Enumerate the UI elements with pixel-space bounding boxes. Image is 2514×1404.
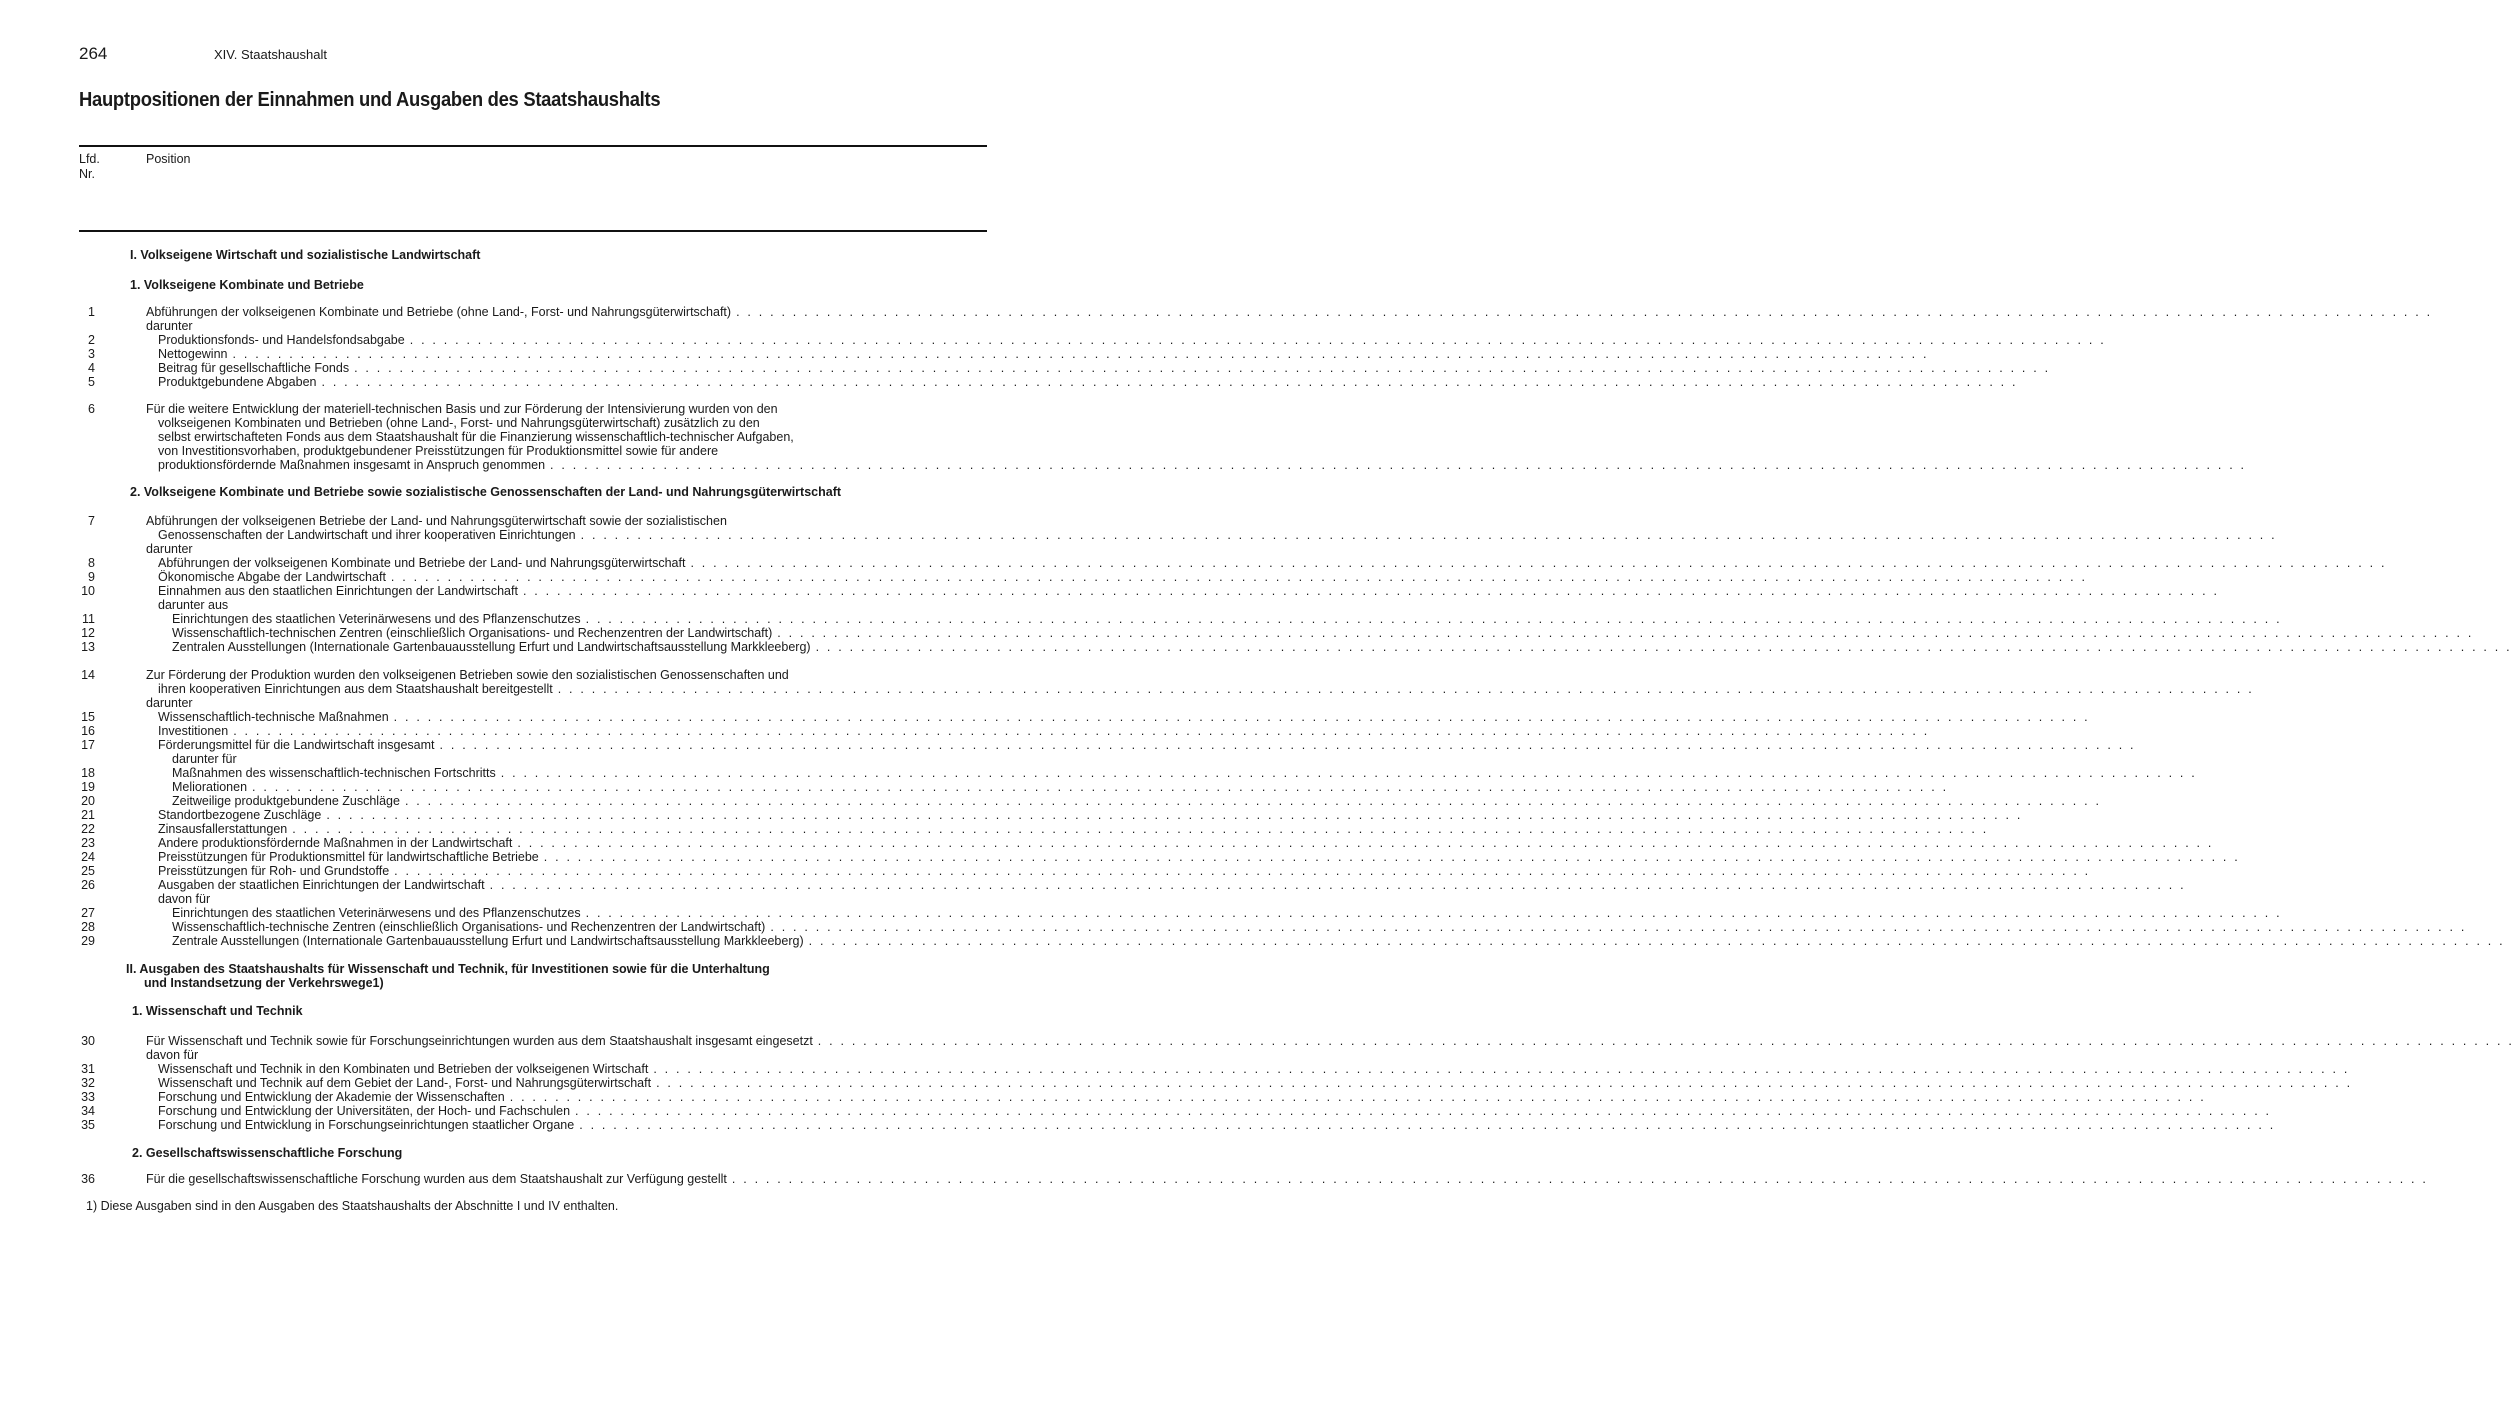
page-title: Hauptpositionen der Einnahmen und Ausgaben des Staatshaushalts	[79, 89, 661, 111]
position-label: 2. Volkseigene Kombinate und Betriebe sowie sozialistische Genossenschaften der Land- und Nahrungsgüterwirtschaft	[130, 485, 842, 499]
row-number: 36	[81, 1172, 95, 1186]
leader-dots: . . . . . . . . . . . . . . . . . . . . . . . . . . . . . . . . . . . . . . . . . . . . . . . . . . . . . . . . . . . . . . . . . . . . . . . . . . . . . . . . . . . . . . . . . . . . . . . . . . . . . . . . . . . . . . . . . . . . . . . . . . . . . . . . . . . . . . . . . . . . . . . . . . . . . .	[232, 347, 1929, 361]
table-row	[0, 584, 2220, 598]
position-text	[146, 696, 193, 710]
position-text	[172, 766, 2197, 780]
leader-dots: . . . . . . . . . . . . . . . . . . . . . . . . . . . . . . . . . . . . . . . . . . . . . . . . . . . . . . . . . . . . . . . . . . . . . . . . . . . . . . . . . . . . . . . . . . . . . . . . . . . . . . . . . . . . . . . . . . . . . . . . . . . . . . . . . . . . . . . . . . . . . . . . . . . . . .	[580, 528, 2277, 542]
position-label: Forschung und Entwicklung der Universitäten, der Hoch- und Fachschulen	[158, 1104, 571, 1118]
row-number: 31	[81, 1062, 95, 1076]
row-number: 22	[81, 822, 95, 836]
table-row	[0, 710, 2090, 724]
position-label: Wissenschaftlich-technische Zentren (einschließlich Organisations- und Rechenzentren der Landwirtschaft)	[172, 920, 766, 934]
position-label: Andere produktionsfördernde Maßnahmen in der Landwirtschaft	[158, 836, 513, 850]
leader-dots: . . . . . . . . . . . . . . . . . . . . . . . . . . . . . . . . . . . . . . . . . . . . . . . . . . . . . . . . . . . . . . . . . . . . . . . . . . . . . . . . . . . . . . . . . . . . . . . . . . . . . . . . . . . . . . . . . . . . . . . . . . . . . . . . . . . . . . . . . . . . . . . . . . . . . .	[543, 850, 2240, 864]
position-label: davon für	[158, 892, 211, 906]
position-label: Förderungsmittel für die Landwirtschaft insgesamt	[158, 738, 435, 752]
table-row	[0, 248, 1024, 262]
table-row	[0, 808, 2023, 822]
position-text	[172, 640, 2512, 654]
position-label: von Investitionsvorhaben, produktgebundener Preisstützungen für Produktionsmittel sowie für andere	[158, 444, 719, 458]
position-label: Einnahmen aus den staatlichen Einrichtungen der Landwirtschaft	[158, 584, 518, 598]
row-number: 28	[81, 920, 95, 934]
position-label: Produktionsfonds- und Handelsfondsabgabe	[158, 333, 405, 347]
table-row	[0, 836, 2214, 850]
position-text	[158, 416, 760, 430]
row-number: 29	[81, 934, 95, 948]
leader-dots: . . . . . . . . . . . . . . . . . . . . . . . . . . . . . . . . . . . . . . . . . . . . . . . . . . . . . . . . . . . . . . . . . . . . . . . . . . . . . . . . . . . . . . . . . . . . . . . . . . . . . . . . . . . . . . . . . . . . . . . . . . . . . . . . . . . . . . . . . . . . . . . . . . . . . .	[557, 682, 2254, 696]
position-label: darunter	[146, 696, 193, 710]
leader-dots: . . . . . . . . . . . . . . . . . . . . . . . . . . . . . . . . . . . . . . . . . . . . . . . . . . . . . . . . . . . . . . . . . . . . . . . . . . . . . . . . . . . . . . . . . . . . . . . . . . . . . . . . . . . . . . . . . . . . . . . . . . . . . . . . . . . . . . . . . . . . . . . . . . . . . .	[404, 794, 2102, 808]
leader-dots: . . . . . . . . . . . . . . . . . . . . . . . . . . . . . . . . . . . . . . . . . . . . . . . . . . . . . . . . . . . . . . . . . . . . . . . . . . . . . . . . . . . . . . . . . . . . . . . . . . . . . . . . . . . . . . . . . . . . . . . . . . . . . . . . . . . . . . . . . . . . . . . . . . . . . .	[500, 766, 2197, 780]
position-text	[172, 920, 2467, 934]
table-row	[0, 920, 2467, 934]
table-row	[0, 430, 1024, 444]
leader-dots: . . . . . . . . . . . . . . . . . . . . . . . . . . . . . . . . . . . . . . . . . . . . . . . . . . . . . . . . . . . . . . . . . . . . . . . . . . . . . . . . . . . . . . . . . . . . . . . . . . . . . . . . . . . . . . . . . . . . . . . . . . . . . . . . . . . . . . . . . . . . . . . . . . . . . .	[731, 1172, 2429, 1186]
row-number: 23	[81, 836, 95, 850]
row-number: 4	[88, 361, 95, 375]
section-heading	[130, 278, 364, 292]
header-lfd	[79, 152, 100, 182]
row-number: 3	[88, 347, 95, 361]
position-label: Meliorationen	[172, 780, 248, 794]
leader-dots: . . . . . . . . . . . . . . . . . . . . . . . . . . . . . . . . . . . . . . . . . . . . . . . . . . . . . . . . . . . . . . . . . . . . . . . . . . . . . . . . . . . . . . . . . . . . . . . . . . . . . . . . . . . . . . . . . . . . . . . . . . . . . . . . . . . . . . . . . . . . . . . . . . . . . .	[326, 808, 2023, 822]
row-number: 27	[81, 906, 95, 920]
table-row	[0, 976, 1024, 990]
position-label: Zeitweilige produktgebundene Zuschläge	[172, 794, 400, 808]
table-row	[0, 1034, 2514, 1048]
position-text	[158, 430, 794, 444]
position-text	[158, 892, 210, 906]
position-label: Maßnahmen des wissenschaftlich-technischen Fortschritts	[172, 766, 496, 780]
position-label: 1. Wissenschaft und Technik	[132, 1004, 303, 1018]
position-text	[158, 836, 2214, 850]
table-row	[0, 305, 2433, 319]
section-heading	[130, 248, 480, 262]
row-number: 26	[81, 878, 95, 892]
table-row	[0, 1172, 2429, 1186]
leader-dots: . . . . . . . . . . . . . . . . . . . . . . . . . . . . . . . . . . . . . . . . . . . . . . . . . . . . . . . . . . . . . . . . . . . . . . . . . . . . . . . . . . . . . . . . . . . . . . . . . . . . . . . . . . . . . . . . . . . . . . . . . . . . . . . . . . . . . . . . . . . . . . . . . . . . . .	[770, 920, 2467, 934]
position-label: Genossenschaften der Landwirtschaft und ihrer kooperativen Einrichtungen	[158, 528, 576, 542]
position-label: darunter für	[172, 752, 237, 766]
position-label: Für die weitere Entwicklung der materiell-technischen Basis und zur Förderung der Intensivierung wurden von den	[146, 402, 778, 416]
table-row	[0, 1090, 2206, 1104]
row-number: 8	[88, 556, 95, 570]
position-text	[158, 1062, 2350, 1076]
leader-dots: . . . . . . . . . . . . . . . . . . . . . . . . . . . . . . . . . . . . . . . . . . . . . . . . . . . . . . . . . . . . . . . . . . . . . . . . . . . . . . . . . . . . . . . . . . . . . . . . . . . . . . . . . . . . . . . . . . . . . . . . . . . . . . . . . . . . . . . . . . . . . . . . . . . . . .	[390, 570, 2088, 584]
leader-dots: . . . . . . . . . . . . . . . . . . . . . . . . . . . . . . . . . . . . . . . . . . . . . . . . . . . . . . . . . . . . . . . . . . . . . . . . . . . . . . . . . . . . . . . . . . . . . . . . . . . . . . . . . . . . . . . . . . . . . . . . . . . . . . . . . . . . . . . . . . . . . . . . . . . . . .	[815, 640, 2512, 654]
leader-dots: . . . . . . . . . . . . . . . . . . . . . . . . . . . . . . . . . . . . . . . . . . . . . . . . . . . . . . . . . . . . . . . . . . . . . . . . . . . . . . . . . . . . . . . . . . . . . . . . . . . . . . . . . . . . . . . . . . . . . . . . . . . . . . . . . . . . . . . . . . . . . . . . . . . . . .	[585, 612, 2282, 626]
position-text	[146, 514, 727, 528]
table-row	[0, 598, 1024, 612]
position-text	[158, 682, 2254, 696]
position-text	[146, 319, 193, 333]
row-number: 20	[81, 794, 95, 808]
table-row	[0, 612, 2282, 626]
leader-dots: . . . . . . . . . . . . . . . . . . . . . . . . . . . . . . . . . . . . . . . . . . . . . . . . . . . . . . . . . . . . . . . . . . . . . . . . . . . . . . . . . . . . . . . . . . . . . . . . . . . . . . . . . . . . . . . . . . . . . . . . . . . . . . . . . . . . . . . . . . . . . . . . . . . . . .	[509, 1090, 2206, 1104]
row-number: 12	[81, 626, 95, 640]
table-row	[0, 766, 2197, 780]
table-row	[0, 626, 2474, 640]
position-text	[158, 347, 1929, 361]
leader-dots: . . . . . . . . . . . . . . . . . . . . . . . . . . . . . . . . . . . . . . . . . . . . . . . . . . . . . . . . . . . . . . . . . . . . . . . . . . . . . . . . . . . . . . . . . . . . . . . . . . . . . . . . . . . . . . . . . . . . . . . . . . . . . . . . . . . . . . . . . . . . . . . . . . . . . .	[777, 626, 2474, 640]
table-row	[0, 696, 1024, 710]
section-heading	[132, 1004, 303, 1018]
row-number: 30	[81, 1034, 95, 1048]
position-text	[172, 906, 2282, 920]
running-head: XIV. Staatshaushalt	[214, 47, 327, 62]
row-number: 19	[81, 780, 95, 794]
row-number: 25	[81, 864, 95, 878]
position-text	[158, 458, 2247, 472]
position-text	[146, 1048, 198, 1062]
row-number: 6	[88, 402, 95, 416]
leader-dots: . . . . . . . . . . . . . . . . . . . . . . . . . . . . . . . . . . . . . . . . . . . . . . . . . . . . . . . . . . . . . . . . . . . . . . . . . . . . . . . . . . . . . . . . . . . . . . . . . . . . . . . . . . . . . . . . . . . . . . . . . . . . . . . . . . . . . . . . . . . . . . . . . . . . . .	[690, 556, 2387, 570]
position-text	[172, 780, 1949, 794]
position-text	[172, 794, 2102, 808]
table-row	[0, 1146, 1024, 1160]
leader-dots: . . . . . . . . . . . . . . . . . . . . . . . . . . . . . . . . . . . . . . . . . . . . . . . . . . . . . . . . . . . . . . . . . . . . . . . . . . . . . . . . . . . . . . . . . . . . . . . . . . . . . . . . . . . . . . . . . . . . . . . . . . . . . . . . . . . . . . . . . . . . . . . . . . . . . .	[394, 864, 2091, 878]
row-number: 35	[81, 1118, 95, 1132]
leader-dots: . . . . . . . . . . . . . . . . . . . . . . . . . . . . . . . . . . . . . . . . . . . . . . . . . . . . . . . . . . . . . . . . . . . . . . . . . . . . . . . . . . . . . . . . . . . . . . . . . . . . . . . . . . . . . . . . . . . . . . . . . . . . . . . . . . . . . . . . . . . . . . . . . . . . . .	[489, 878, 2186, 892]
table-row	[0, 402, 1024, 416]
table-row	[0, 485, 1024, 499]
position-label: 2. Gesellschaftswissenschaftliche Forschung	[132, 1146, 403, 1160]
header-position: Position	[146, 152, 191, 166]
position-text	[146, 668, 789, 682]
position-text	[146, 305, 2433, 319]
position-label: Wissenschaftlich-technische Maßnahmen	[158, 710, 389, 724]
table-row	[0, 542, 1024, 556]
row-number: 2	[88, 333, 95, 347]
table-row	[0, 1004, 1024, 1018]
table-row	[0, 794, 2102, 808]
position-text	[146, 542, 193, 556]
position-label: Abführungen der volkseigenen Betriebe der Land- und Nahrungsgüterwirtschaft sowie der sozialistischen	[146, 514, 727, 528]
table-row	[0, 556, 2387, 570]
table-row	[0, 934, 2505, 948]
position-text	[158, 598, 228, 612]
position-label: Nettogewinn	[158, 347, 228, 361]
position-label: Abführungen der volkseigenen Kombinate und Betriebe (ohne Land-, Forst- und Nahrungsgüterwirtschaft)	[146, 305, 732, 319]
section-heading	[130, 485, 841, 499]
row-number: 16	[81, 724, 95, 738]
position-label: darunter aus	[158, 598, 229, 612]
position-text	[158, 710, 2090, 724]
table-row	[0, 528, 2277, 542]
leader-dots: . . . . . . . . . . . . . . . . . . . . . . . . . . . . . . . . . . . . . . . . . . . . . . . . . . . . . . . . . . . . . . . . . . . . . . . . . . . . . . . . . . . . . . . . . . . . . . . . . . . . . . . . . . . . . . . . . . . . . . . . . . . . . . . . . . . . . . . . . . . . . . . . . . . . . .	[808, 934, 2505, 948]
table-row	[0, 1118, 2276, 1132]
table-row	[0, 458, 2247, 472]
table-row	[0, 668, 1024, 682]
position-label: Beitrag für gesellschaftliche Fonds	[158, 361, 350, 375]
leader-dots: . . . . . . . . . . . . . . . . . . . . . . . . . . . . . . . . . . . . . . . . . . . . . . . . . . . . . . . . . . . . . . . . . . . . . . . . . . . . . . . . . . . . . . . . . . . . . . . . . . . . . . . . . . . . . . . . . . . . . . . . . . . . . . . . . . . . . . . . . . . . . . . . . . . . . .	[233, 724, 1930, 738]
table-row	[0, 640, 2512, 654]
position-text	[158, 375, 2018, 389]
table-row	[0, 416, 1024, 430]
position-text	[158, 556, 2387, 570]
table-row	[0, 1062, 2350, 1076]
leader-dots: . . . . . . . . . . . . . . . . . . . . . . . . . . . . . . . . . . . . . . . . . . . . . . . . . . . . . . . . . . . . . . . . . . . . . . . . . . . . . . . . . . . . . . . . . . . . . . . . . . . . . . . . . . . . . . . . . . . . . . . . . . . . . . . . . . . . . . . . . . . . . . . . . . . . . .	[575, 1104, 2272, 1118]
table-row	[0, 822, 1989, 836]
leader-dots: . . . . . . . . . . . . . . . . . . . . . . . . . . . . . . . . . . . . . . . . . . . . . . . . . . . . . . . . . . . . . . . . . . . . . . . . . . . . . . . . . . . . . . . . . . . . . . . . . . . . . . . . . . . . . . . . . . . . . . . . . . . . . . . . . . . . . . . . . . . . . . . . . . . . . .	[579, 1118, 2276, 1132]
page-number: 264	[79, 44, 108, 63]
table-row	[0, 278, 1024, 292]
position-label: produktionsfördernde Maßnahmen insgesamt in Anspruch genommen	[158, 458, 546, 472]
row-number: 9	[88, 570, 95, 584]
position-text	[158, 822, 1989, 836]
position-text	[146, 1034, 2514, 1048]
position-text	[172, 612, 2282, 626]
table-row	[0, 319, 1024, 333]
leader-dots: . . . . . . . . . . . . . . . . . . . . . . . . . . . . . . . . . . . . . . . . . . . . . . . . . . . . . . . . . . . . . . . . . . . . . . . . . . . . . . . . . . . . . . . . . . . . . . . . . . . . . . . . . . . . . . . . . . . . . . . . . . . . . . . . . . . . . . . . . . . . . . . . . . . . . .	[292, 822, 1989, 836]
position-label: Preisstützungen für Roh- und Grundstoffe	[158, 864, 390, 878]
position-label: Wissenschaft und Technik auf dem Gebiet der Land-, Forst- und Nahrungsgüterwirtschaft	[158, 1076, 652, 1090]
position-label: darunter	[146, 319, 193, 333]
table-row	[0, 752, 1024, 766]
position-text	[158, 1090, 2206, 1104]
leader-dots: . . . . . . . . . . . . . . . . . . . . . . . . . . . . . . . . . . . . . . . . . . . . . . . . . . . . . . . . . . . . . . . . . . . . . . . . . . . . . . . . . . . . . . . . . . . . . . . . . . . . . . . . . . . . . . . . . . . . . . . . . . . . . . . . . . . . . . . . . . . . . . . . . . . . . .	[393, 710, 2090, 724]
table-row	[0, 1048, 1024, 1062]
leader-dots: . . . . . . . . . . . . . . . . . . . . . . . . . . . . . . . . . . . . . . . . . . . . . . . . . . . . . . . . . . . . . . . . . . . . . . . . . . . . . . . . . . . . . . . . . . . . . . . . . . . . . . . . . . . . . . . . . . . . . . . . . . . . . . . . . . . . . . . . . . . . . . . . . . . . . .	[522, 584, 2220, 598]
leader-dots: . . . . . . . . . . . . . . . . . . . . . . . . . . . . . . . . . . . . . . . . . . . . . . . . . . . . . . . . . . . . . . . . . . . . . . . . . . . . . . . . . . . . . . . . . . . . . . . . . . . . . . . . . . . . . . . . . . . . . . . . . . . . . . . . . . . . . . . . . . . . . . . . . . . . . .	[817, 1034, 2514, 1048]
row-number: 1	[88, 305, 95, 319]
position-label: Zentralen Ausstellungen (Internationale Gartenbauausstellung Erfurt und Landwirtschaftsausstellung Markkleeberg)	[172, 640, 811, 654]
table-row	[0, 1104, 2272, 1118]
position-label: Einrichtungen des staatlichen Veterinärwesens und des Pflanzenschutzes	[172, 906, 581, 920]
position-label: Forschung und Entwicklung in Forschungseinrichtungen staatlicher Organe	[158, 1118, 575, 1132]
leader-dots: . . . . . . . . . . . . . . . . . . . . . . . . . . . . . . . . . . . . . . . . . . . . . . . . . . . . . . . . . . . . . . . . . . . . . . . . . . . . . . . . . . . . . . . . . . . . . . . . . . . . . . . . . . . . . . . . . . . . . . . . . . . . . . . . . . . . . . . . . . . . . . . . . . . . . .	[585, 906, 2282, 920]
position-label: Wissenschaft und Technik in den Kombinaten und Betrieben der volkseigenen Wirtschaft	[158, 1062, 649, 1076]
leader-dots: . . . . . . . . . . . . . . . . . . . . . . . . . . . . . . . . . . . . . . . . . . . . . . . . . . . . . . . . . . . . . . . . . . . . . . . . . . . . . . . . . . . . . . . . . . . . . . . . . . . . . . . . . . . . . . . . . . . . . . . . . . . . . . . . . . . . . . . . . . . . . . . . . . . . . .	[653, 1062, 2350, 1076]
position-label: selbst erwirtschafteten Fonds aus dem Staatshaushalt für die Finanzierung wissenschaftlich-technischer Aufgaben,	[158, 430, 794, 444]
position-text	[158, 444, 718, 458]
position-label: Ausgaben der staatlichen Einrichtungen der Landwirtschaft	[158, 878, 485, 892]
position-text	[158, 1104, 2272, 1118]
section-heading	[126, 962, 770, 976]
position-label: darunter	[146, 542, 193, 556]
table-row	[0, 375, 2018, 389]
row-number: 11	[82, 612, 95, 626]
table-row	[0, 514, 1024, 528]
position-text	[158, 528, 2277, 542]
position-text	[172, 752, 237, 766]
position-label: und Instandsetzung der Verkehrswege1)	[144, 976, 384, 990]
row-number: 32	[81, 1076, 95, 1090]
table-row	[0, 780, 1949, 794]
position-label: Ökonomische Abgabe der Landwirtschaft	[158, 570, 386, 584]
position-text	[172, 934, 2505, 948]
position-label: volkseigenen Kombinaten und Betrieben (ohne Land-, Forst- und Nahrungsgüterwirtschaft) zusätzlich zu den	[158, 416, 760, 430]
row-number: 17	[81, 738, 95, 752]
position-text	[158, 570, 2088, 584]
table-row	[0, 738, 2136, 752]
leader-dots: . . . . . . . . . . . . . . . . . . . . . . . . . . . . . . . . . . . . . . . . . . . . . . . . . . . . . . . . . . . . . . . . . . . . . . . . . . . . . . . . . . . . . . . . . . . . . . . . . . . . . . . . . . . . . . . . . . . . . . . . . . . . . . . . . . . . . . . . . . . . . . . . . . . . . .	[252, 780, 1949, 794]
table-row	[0, 906, 2282, 920]
table-row	[0, 850, 2240, 864]
position-text	[158, 724, 1930, 738]
row-number: 21	[81, 808, 95, 822]
position-label: Produktgebundene Abgaben	[158, 375, 317, 389]
row-number: 33	[81, 1090, 95, 1104]
position-text	[158, 864, 2091, 878]
position-text	[158, 808, 2023, 822]
table-row	[0, 682, 2254, 696]
footnote: 1) Diese Ausgaben sind in den Ausgaben des Staatshaushalts der Abschnitte I und IV enthalten.	[86, 1199, 619, 1213]
table-row	[0, 864, 2091, 878]
position-text	[158, 878, 2186, 892]
table-top-rule	[79, 145, 987, 147]
position-label: Für die gesellschaftswissenschaftliche Forschung wurden aus dem Staatshaushalt zur Verfügung gestellt	[146, 1172, 727, 1186]
position-label: Preisstützungen für Produktionsmittel für landwirtschaftliche Betriebe	[158, 850, 539, 864]
table-row	[0, 962, 1024, 976]
position-label: Investitionen	[158, 724, 229, 738]
table-row	[0, 444, 1024, 458]
row-number: 15	[81, 710, 95, 724]
position-label: II. Ausgaben des Staatshaushalts für Wissenschaft und Technik, für Investitionen sowie für die Unterhaltung	[126, 962, 770, 976]
position-text	[146, 1172, 2429, 1186]
position-text	[172, 626, 2474, 640]
table-header-rule	[79, 230, 987, 232]
position-text	[158, 850, 2240, 864]
leader-dots: . . . . . . . . . . . . . . . . . . . . . . . . . . . . . . . . . . . . . . . . . . . . . . . . . . . . . . . . . . . . . . . . . . . . . . . . . . . . . . . . . . . . . . . . . . . . . . . . . . . . . . . . . . . . . . . . . . . . . . . . . . . . . . . . . . . . . . . . . . . . . . . . . . . . . .	[409, 333, 2106, 347]
row-number: 14	[81, 668, 95, 682]
position-label: Zentrale Ausstellungen (Internationale Gartenbauausstellung Erfurt und Landwirtschaftsausstellung Markkleeberg)	[172, 934, 804, 948]
table-row	[0, 361, 2051, 375]
table-row	[0, 878, 2186, 892]
header-lfd-label: Lfd.	[79, 152, 100, 166]
row-number: 13	[81, 640, 95, 654]
row-number: 10	[81, 584, 95, 598]
leader-dots: . . . . . . . . . . . . . . . . . . . . . . . . . . . . . . . . . . . . . . . . . . . . . . . . . . . . . . . . . . . . . . . . . . . . . . . . . . . . . . . . . . . . . . . . . . . . . . . . . . . . . . . . . . . . . . . . . . . . . . . . . . . . . . . . . . . . . . . . . . . . . . . . . . . . . .	[354, 361, 2051, 375]
position-text	[158, 361, 2051, 375]
header-nr-label: Nr.	[79, 167, 95, 181]
position-label: davon für	[146, 1048, 199, 1062]
position-text	[146, 402, 778, 416]
table-row	[0, 347, 1929, 361]
position-label: Standortbezogene Zuschläge	[158, 808, 322, 822]
position-label: Abführungen der volkseigenen Kombinate und Betriebe der Land- und Nahrungsgüterwirtschaft	[158, 556, 686, 570]
position-text	[158, 1118, 2276, 1132]
table-row	[0, 570, 2088, 584]
row-number: 24	[81, 850, 95, 864]
position-label: Einrichtungen des staatlichen Veterinärwesens und des Pflanzenschutzes	[172, 612, 581, 626]
position-text	[158, 584, 2220, 598]
position-text	[158, 1076, 2353, 1090]
leader-dots: . . . . . . . . . . . . . . . . . . . . . . . . . . . . . . . . . . . . . . . . . . . . . . . . . . . . . . . . . . . . . . . . . . . . . . . . . . . . . . . . . . . . . . . . . . . . . . . . . . . . . . . . . . . . . . . . . . . . . . . . . . . . . . . . . . . . . . . . . . . . . . . . . . . . . .	[656, 1076, 2353, 1090]
table-row	[0, 724, 1930, 738]
leader-dots: . . . . . . . . . . . . . . . . . . . . . . . . . . . . . . . . . . . . . . . . . . . . . . . . . . . . . . . . . . . . . . . . . . . . . . . . . . . . . . . . . . . . . . . . . . . . . . . . . . . . . . . . . . . . . . . . . . . . . . . . . . . . . . . . . . . . . . . . . . . . . . . . . . . . . .	[550, 458, 2247, 472]
table-row	[0, 333, 2106, 347]
row-number: 18	[81, 766, 95, 780]
position-label: Zur Förderung der Produktion wurden den volkseigenen Betrieben sowie den sozialistischen Genossenschaften und	[146, 668, 789, 682]
row-number: 34	[81, 1104, 95, 1118]
position-text	[158, 333, 2106, 347]
section-heading	[144, 976, 384, 990]
position-label: ihren kooperativen Einrichtungen aus dem Staatshaushalt bereitgestellt	[158, 682, 553, 696]
position-text	[158, 738, 2136, 752]
row-number: 5	[88, 375, 95, 389]
table-row	[0, 892, 1024, 906]
position-label: Forschung und Entwicklung der Akademie der Wissenschaften	[158, 1090, 505, 1104]
position-label: Wissenschaftlich-technischen Zentren (einschließlich Organisations- und Rechenzentren der Landwirtschaft)	[172, 626, 773, 640]
row-number: 7	[88, 514, 95, 528]
leader-dots: . . . . . . . . . . . . . . . . . . . . . . . . . . . . . . . . . . . . . . . . . . . . . . . . . . . . . . . . . . . . . . . . . . . . . . . . . . . . . . . . . . . . . . . . . . . . . . . . . . . . . . . . . . . . . . . . . . . . . . . . . . . . . . . . . . . . . . . . . . . . . . . . . . . . . .	[736, 305, 2433, 319]
leader-dots: . . . . . . . . . . . . . . . . . . . . . . . . . . . . . . . . . . . . . . . . . . . . . . . . . . . . . . . . . . . . . . . . . . . . . . . . . . . . . . . . . . . . . . . . . . . . . . . . . . . . . . . . . . . . . . . . . . . . . . . . . . . . . . . . . . . . . . . . . . . . . . . . . . . . . .	[321, 375, 2018, 389]
table-row	[0, 1076, 2353, 1090]
position-label: I. Volkseigene Wirtschaft und sozialistische Landwirtschaft	[130, 248, 481, 262]
position-label: 1. Volkseigene Kombinate und Betriebe	[130, 278, 364, 292]
leader-dots: . . . . . . . . . . . . . . . . . . . . . . . . . . . . . . . . . . . . . . . . . . . . . . . . . . . . . . . . . . . . . . . . . . . . . . . . . . . . . . . . . . . . . . . . . . . . . . . . . . . . . . . . . . . . . . . . . . . . . . . . . . . . . . . . . . . . . . . . . . . . . . . . . . . . . .	[517, 836, 2214, 850]
position-label: Zinsausfallerstattungen	[158, 822, 288, 836]
position-label: Für Wissenschaft und Technik sowie für Forschungseinrichtungen wurden aus dem Staatshaushalt insgesamt eingesetzt	[146, 1034, 813, 1048]
leader-dots: . . . . . . . . . . . . . . . . . . . . . . . . . . . . . . . . . . . . . . . . . . . . . . . . . . . . . . . . . . . . . . . . . . . . . . . . . . . . . . . . . . . . . . . . . . . . . . . . . . . . . . . . . . . . . . . . . . . . . . . . . . . . . . . . . . . . . . . . . . . . . . . . . . . . . .	[439, 738, 2136, 752]
section-heading	[132, 1146, 402, 1160]
